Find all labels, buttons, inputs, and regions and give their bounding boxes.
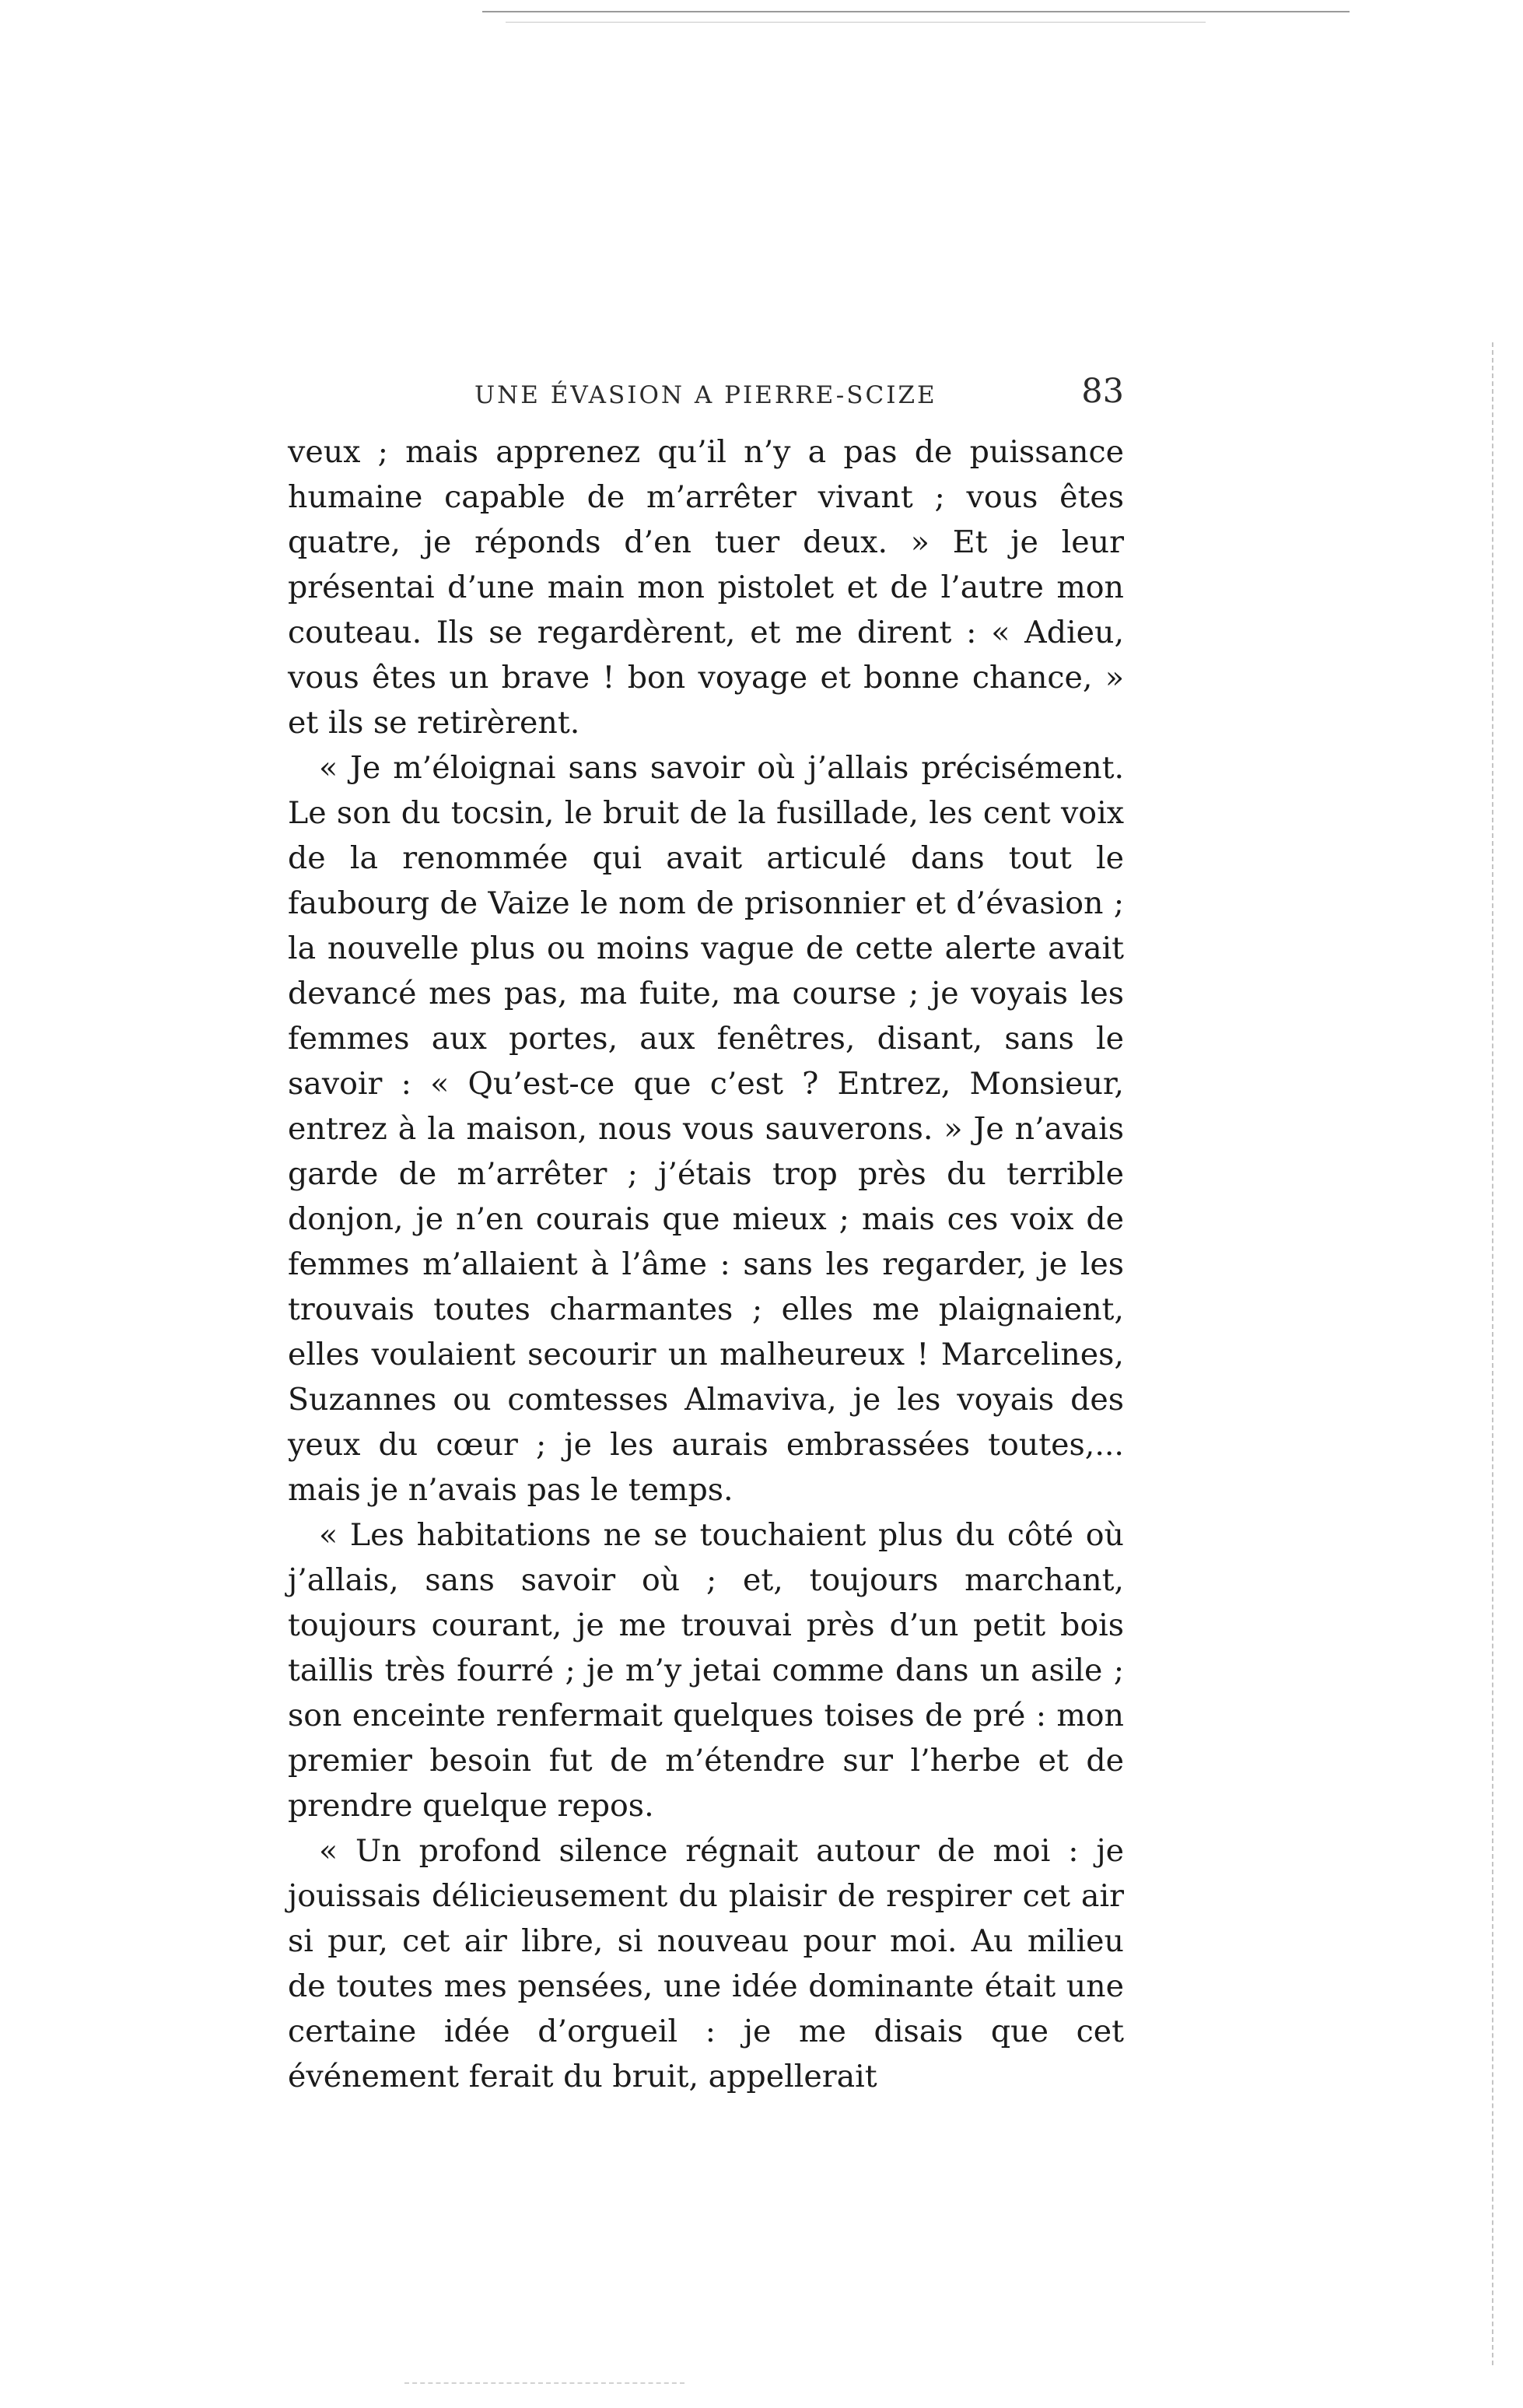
running-title: UNE ÉVASION A PIERRE-SCIZE xyxy=(474,381,937,409)
page-number: 83 xyxy=(1081,372,1124,411)
paragraph: « Un profond silence régnait autour de moi : je jouissais délicieusement du plaisir de respirer cet air si pur, cet air libre, si nouveau pour moi. Au milieu de toutes mes pensées, une idée dominante était une certaine idée d’orgueil : je me disais que cet événement ferait du bruit, appellerait xyxy=(288,1833,1124,2094)
paragraph: « Je m’éloignai sans savoir où j’allais précisément. Le son du tocsin, le bruit de la fusillade, les cent voix de la renommée qui avait articulé dans tout le faubourg de Vaize le nom de prisonnier et d’évasion ; la nouvelle plus ou moins vague de cette alerte avait devancé mes pas, ma fuite, ma course ; je voyais les femmes aux portes, aux fenêtres, disant, sans le savoir : « Qu’est-ce que c’est ? Entrez, Monsieur, entrez à la maison, nous vous sauverons. » Je n’avais garde de m’arrêter ; j’étais trop près du terrible donjon, je n’en courais que mieux ; mais ces voix de femmes m’allaient à l’âme : sans les regarder, je les trouvais toutes charmantes ; elles me plaignaient, elles voulaient secourir un malheureux ! Marcelines, Suzannes ou comtesses Almaviva, je les voyais des yeux du cœur ; je les aurais embrassées toutes,... mais je n’avais pas le temps. xyxy=(288,750,1124,1508)
page-top-edge-rule-inner xyxy=(506,22,1206,23)
paragraph-continued: veux ; mais apprenez qu’il n’y a pas de puissance humaine capable de m’arrêter vivant ; vous êtes quatre, je réponds d’en tuer deux. » Et je leur présentai d’une main mon pistolet et de l’autre mon couteau. Ils se regardèrent, et me dirent : « Adieu, vous êtes un brave ! bon voyage et bonne chance, » et ils se retirèrent. xyxy=(288,434,1124,741)
page-bottom-edge-marks xyxy=(404,2382,684,2384)
body-text xyxy=(288,429,1124,2099)
page-right-edge-marks xyxy=(1492,342,1493,2365)
running-head xyxy=(288,372,1124,419)
page-top-edge-rule xyxy=(482,11,1350,12)
paragraph: « Les habitations ne se touchaient plus du côté où j’allais, sans savoir où ; et, toujours marchant, toujours courant, je me trouvai près d’un petit bois taillis très fourré ; je m’y jetai comme dans un asile ; son enceinte renfermait quelques toises de pré : mon premier besoin fut de m’étendre sur l’herbe et de prendre quelque repos. xyxy=(288,1517,1124,1824)
